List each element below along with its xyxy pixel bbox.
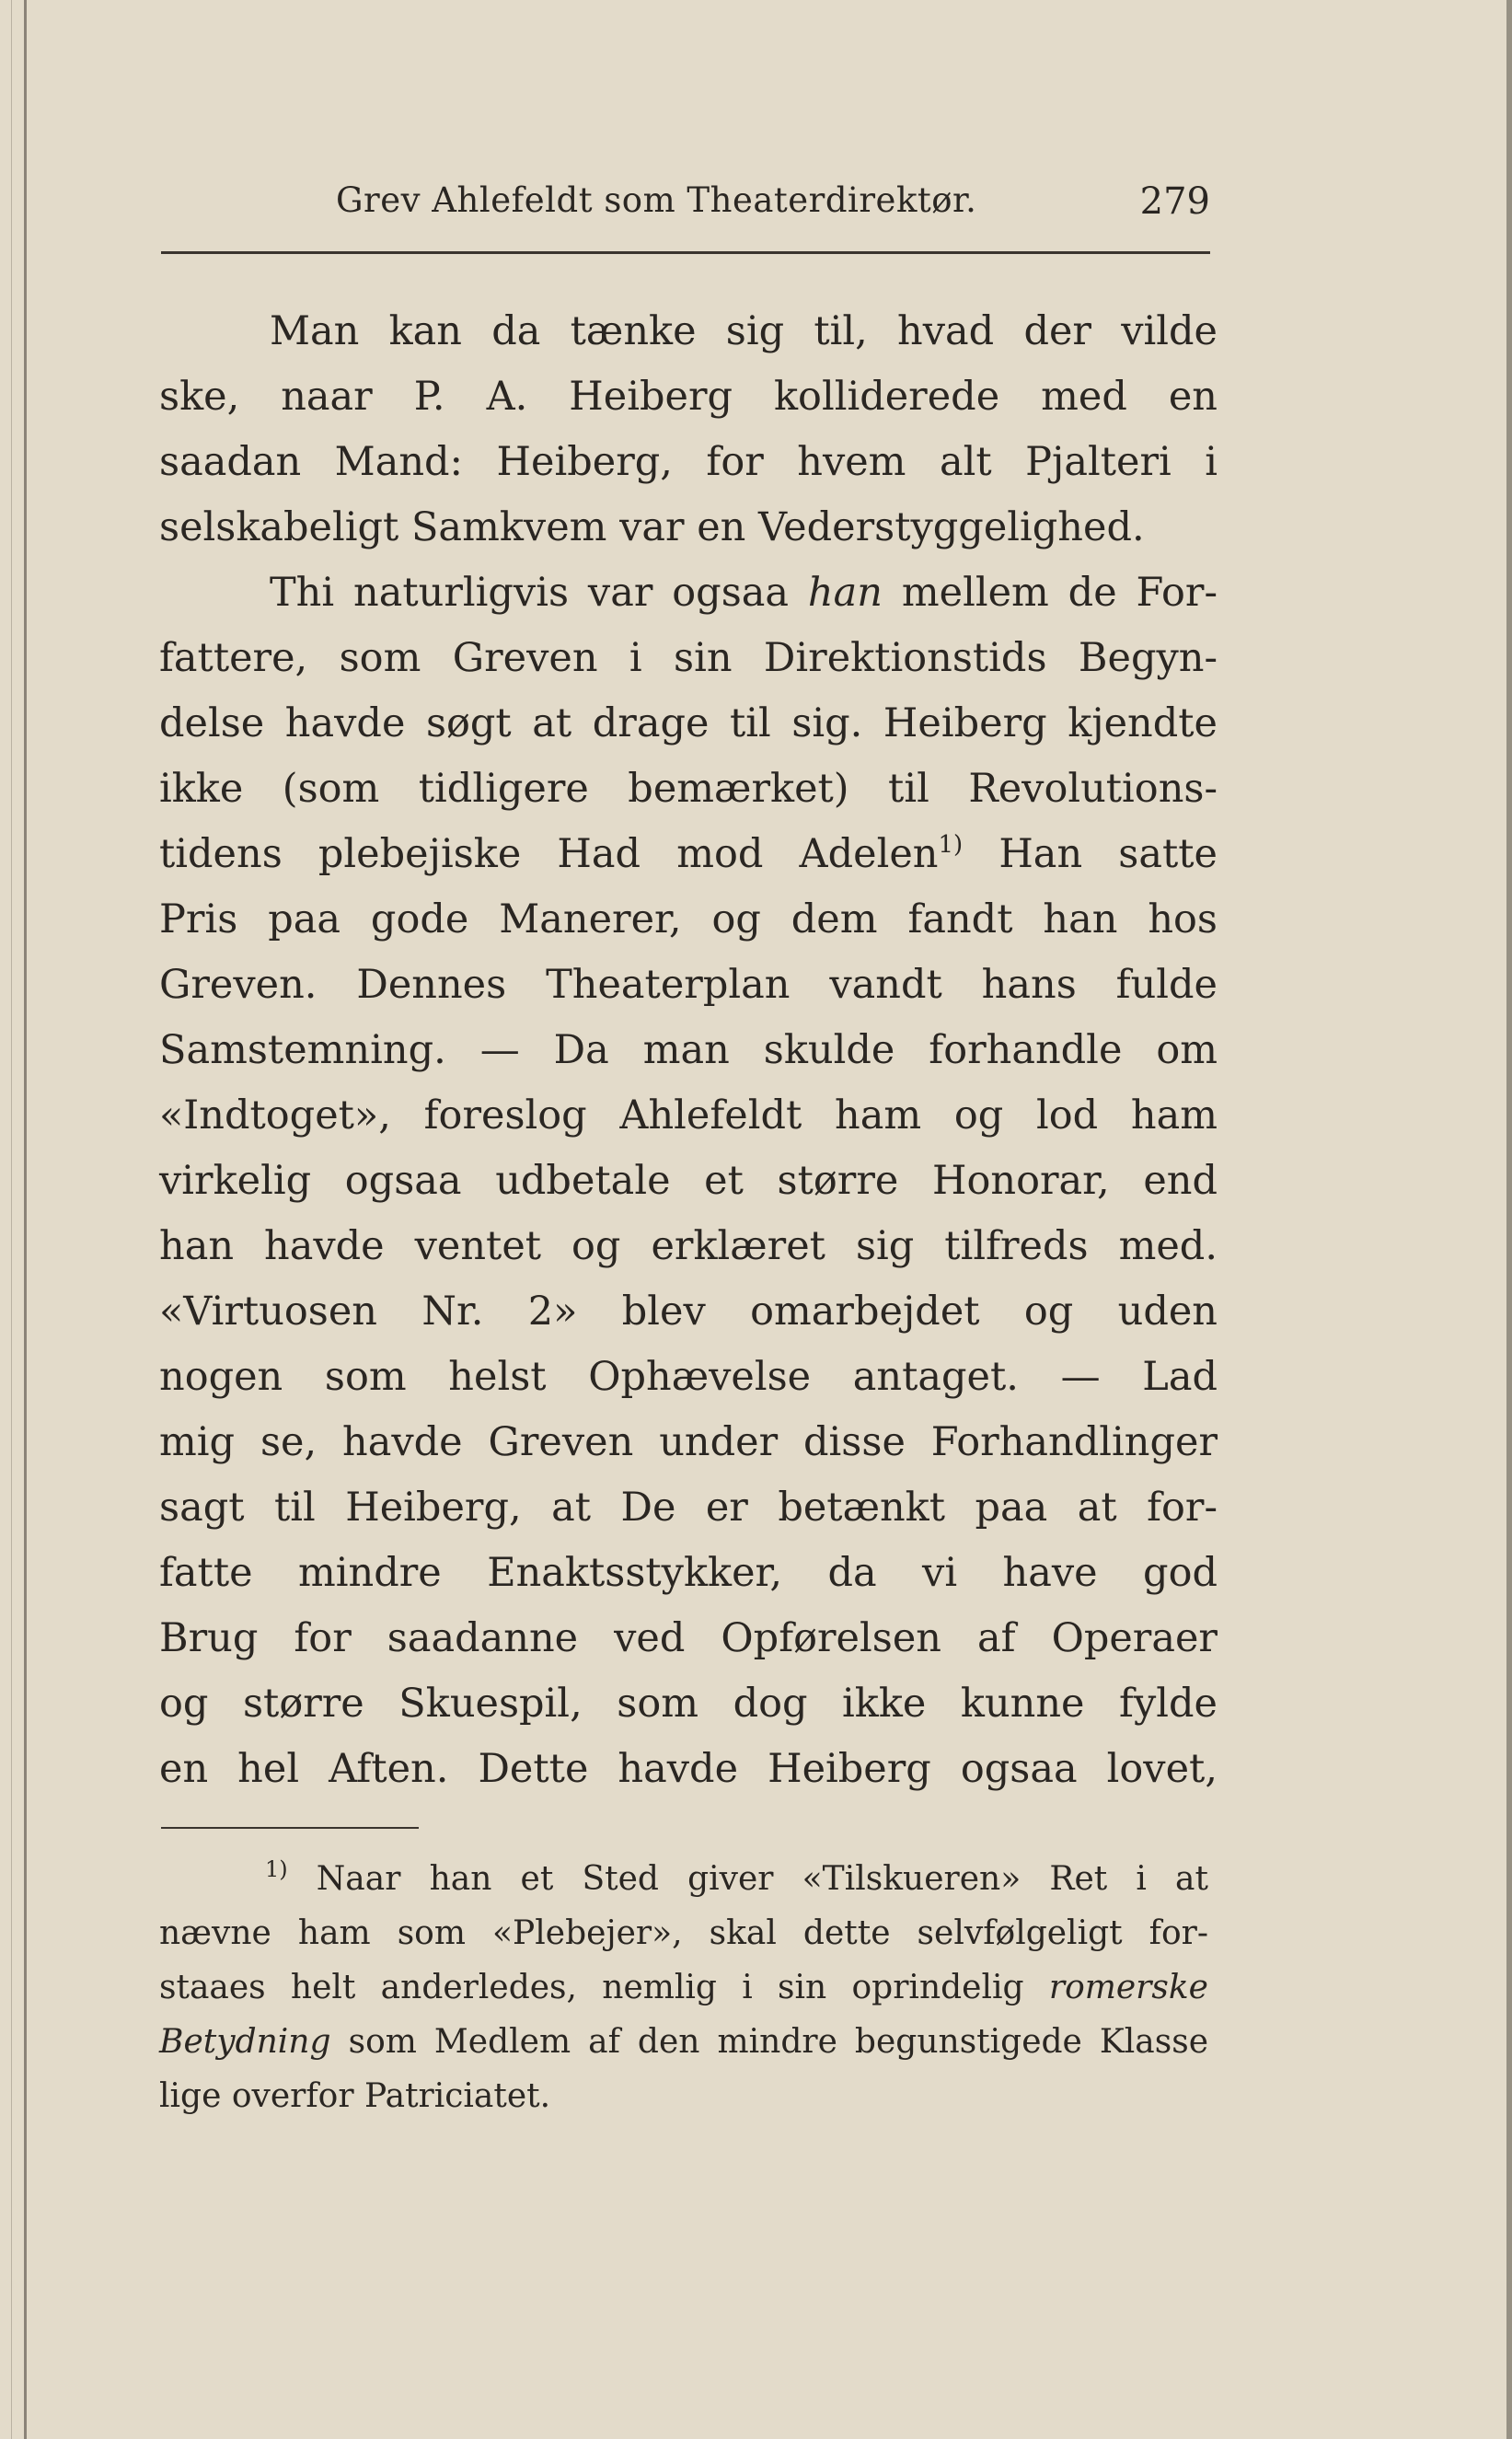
text-line: mig se, havde Greven under disse Forhandlinger [159, 1419, 1218, 1465]
binding-edge [24, 0, 27, 2439]
text-line: «Indtoget», foreslog Ahlefeldt ham og lod ham [159, 1092, 1218, 1139]
text-line: og større Skuespil, som dog ikke kunne fylde [159, 1681, 1218, 1727]
text-line: sagt til Heiberg, at De er betænkt paa at for- [159, 1485, 1218, 1531]
footnote-reference: 1) [938, 831, 964, 859]
text-line: selskabeligt Samkvem var en Vederstyggelighed. [159, 504, 1145, 550]
text-line: delse havde søgt at drage til sig. Heiberg kjendte [159, 700, 1218, 746]
text-line [159, 561, 1218, 626]
text-line: Pris paa gode Manerer, og dem fandt han hos [159, 896, 1218, 942]
text-line: Samstemning. — Da man skulde forhandle om [159, 1027, 1218, 1073]
page-number: 279 [1139, 180, 1210, 223]
footnote [159, 1852, 1208, 2123]
text-line: han havde ventet og erklæret sig tilfreds med. [159, 1223, 1218, 1269]
footnote-rule [161, 1827, 419, 1829]
text-line: Brug for saadanne ved Opførelsen af Operaer [159, 1615, 1218, 1661]
text-segment: Han satte [998, 831, 1218, 877]
text-segment: Thi naturligvis var ogsaa [270, 570, 790, 616]
text-segment: som Medlem af den mindre begunstigede Klasse [348, 2023, 1209, 2061]
text-line: saadan Mand: Heiberg, for hvem alt Pjalteri i [159, 439, 1218, 485]
text-line: Man kan da tænke sig til, hvad der vilde [270, 308, 1218, 354]
text-line: en hel Aften. Dette havde Heiberg ogsaa lovet, [159, 1746, 1218, 1792]
text-segment: mellem de For- [901, 570, 1218, 616]
footnote-mark: 1) [265, 1856, 288, 1882]
text-line: ikke (som tidligere bemærket) til Revolutions- [159, 766, 1218, 812]
text-line: nogen som helst Ophævelse antaget. — Lad [159, 1354, 1218, 1400]
footnote-line: lige overfor Patriciatet. [159, 2077, 551, 2115]
footnote-line [159, 1960, 1208, 2015]
header-rule [161, 251, 1210, 254]
page-edge-shadow [11, 0, 12, 2439]
text-line: «Virtuosen Nr. 2» blev omarbejdet og uden [159, 1289, 1218, 1335]
text-line: virkelig ogsaa udbetale et større Honorar, end [159, 1158, 1218, 1204]
emphasis-romerske: romerske [1048, 1969, 1208, 2006]
text-segment: Naar han et Sted giver «Tilskueren» Ret i at [316, 1860, 1208, 1898]
text-line: fattere, som Greven i sin Direktionstids Begyn- [159, 635, 1218, 681]
emphasis-betydning: Betydning [159, 2023, 331, 2061]
text-line: fatte mindre Enaktsstykker, da vi have god [159, 1550, 1218, 1596]
footnote-line [159, 2015, 1208, 2069]
body-text [159, 299, 1218, 1802]
footnote-line [159, 1852, 1208, 1906]
text-line: ske, naar P. A. Heiberg kolliderede med en [159, 374, 1218, 420]
page-header [161, 180, 1219, 232]
text-line [159, 822, 1218, 887]
footnote-line: nævne ham som «Plebejer», skal dette selvfølgeligt for- [159, 1914, 1208, 1952]
running-title: Grev Ahlefeldt som Theaterdirektør. [336, 180, 977, 220]
text-line: Greven. Dennes Theaterplan vandt hans fulde [159, 962, 1218, 1008]
text-segment: tidens plebejiske Had mod Adelen [159, 831, 939, 877]
emphasis-han: han [807, 570, 883, 616]
text-segment: staaes helt anderledes, nemlig i sin oprindelig [159, 1969, 1024, 2006]
right-page-edge [1506, 0, 1512, 2439]
